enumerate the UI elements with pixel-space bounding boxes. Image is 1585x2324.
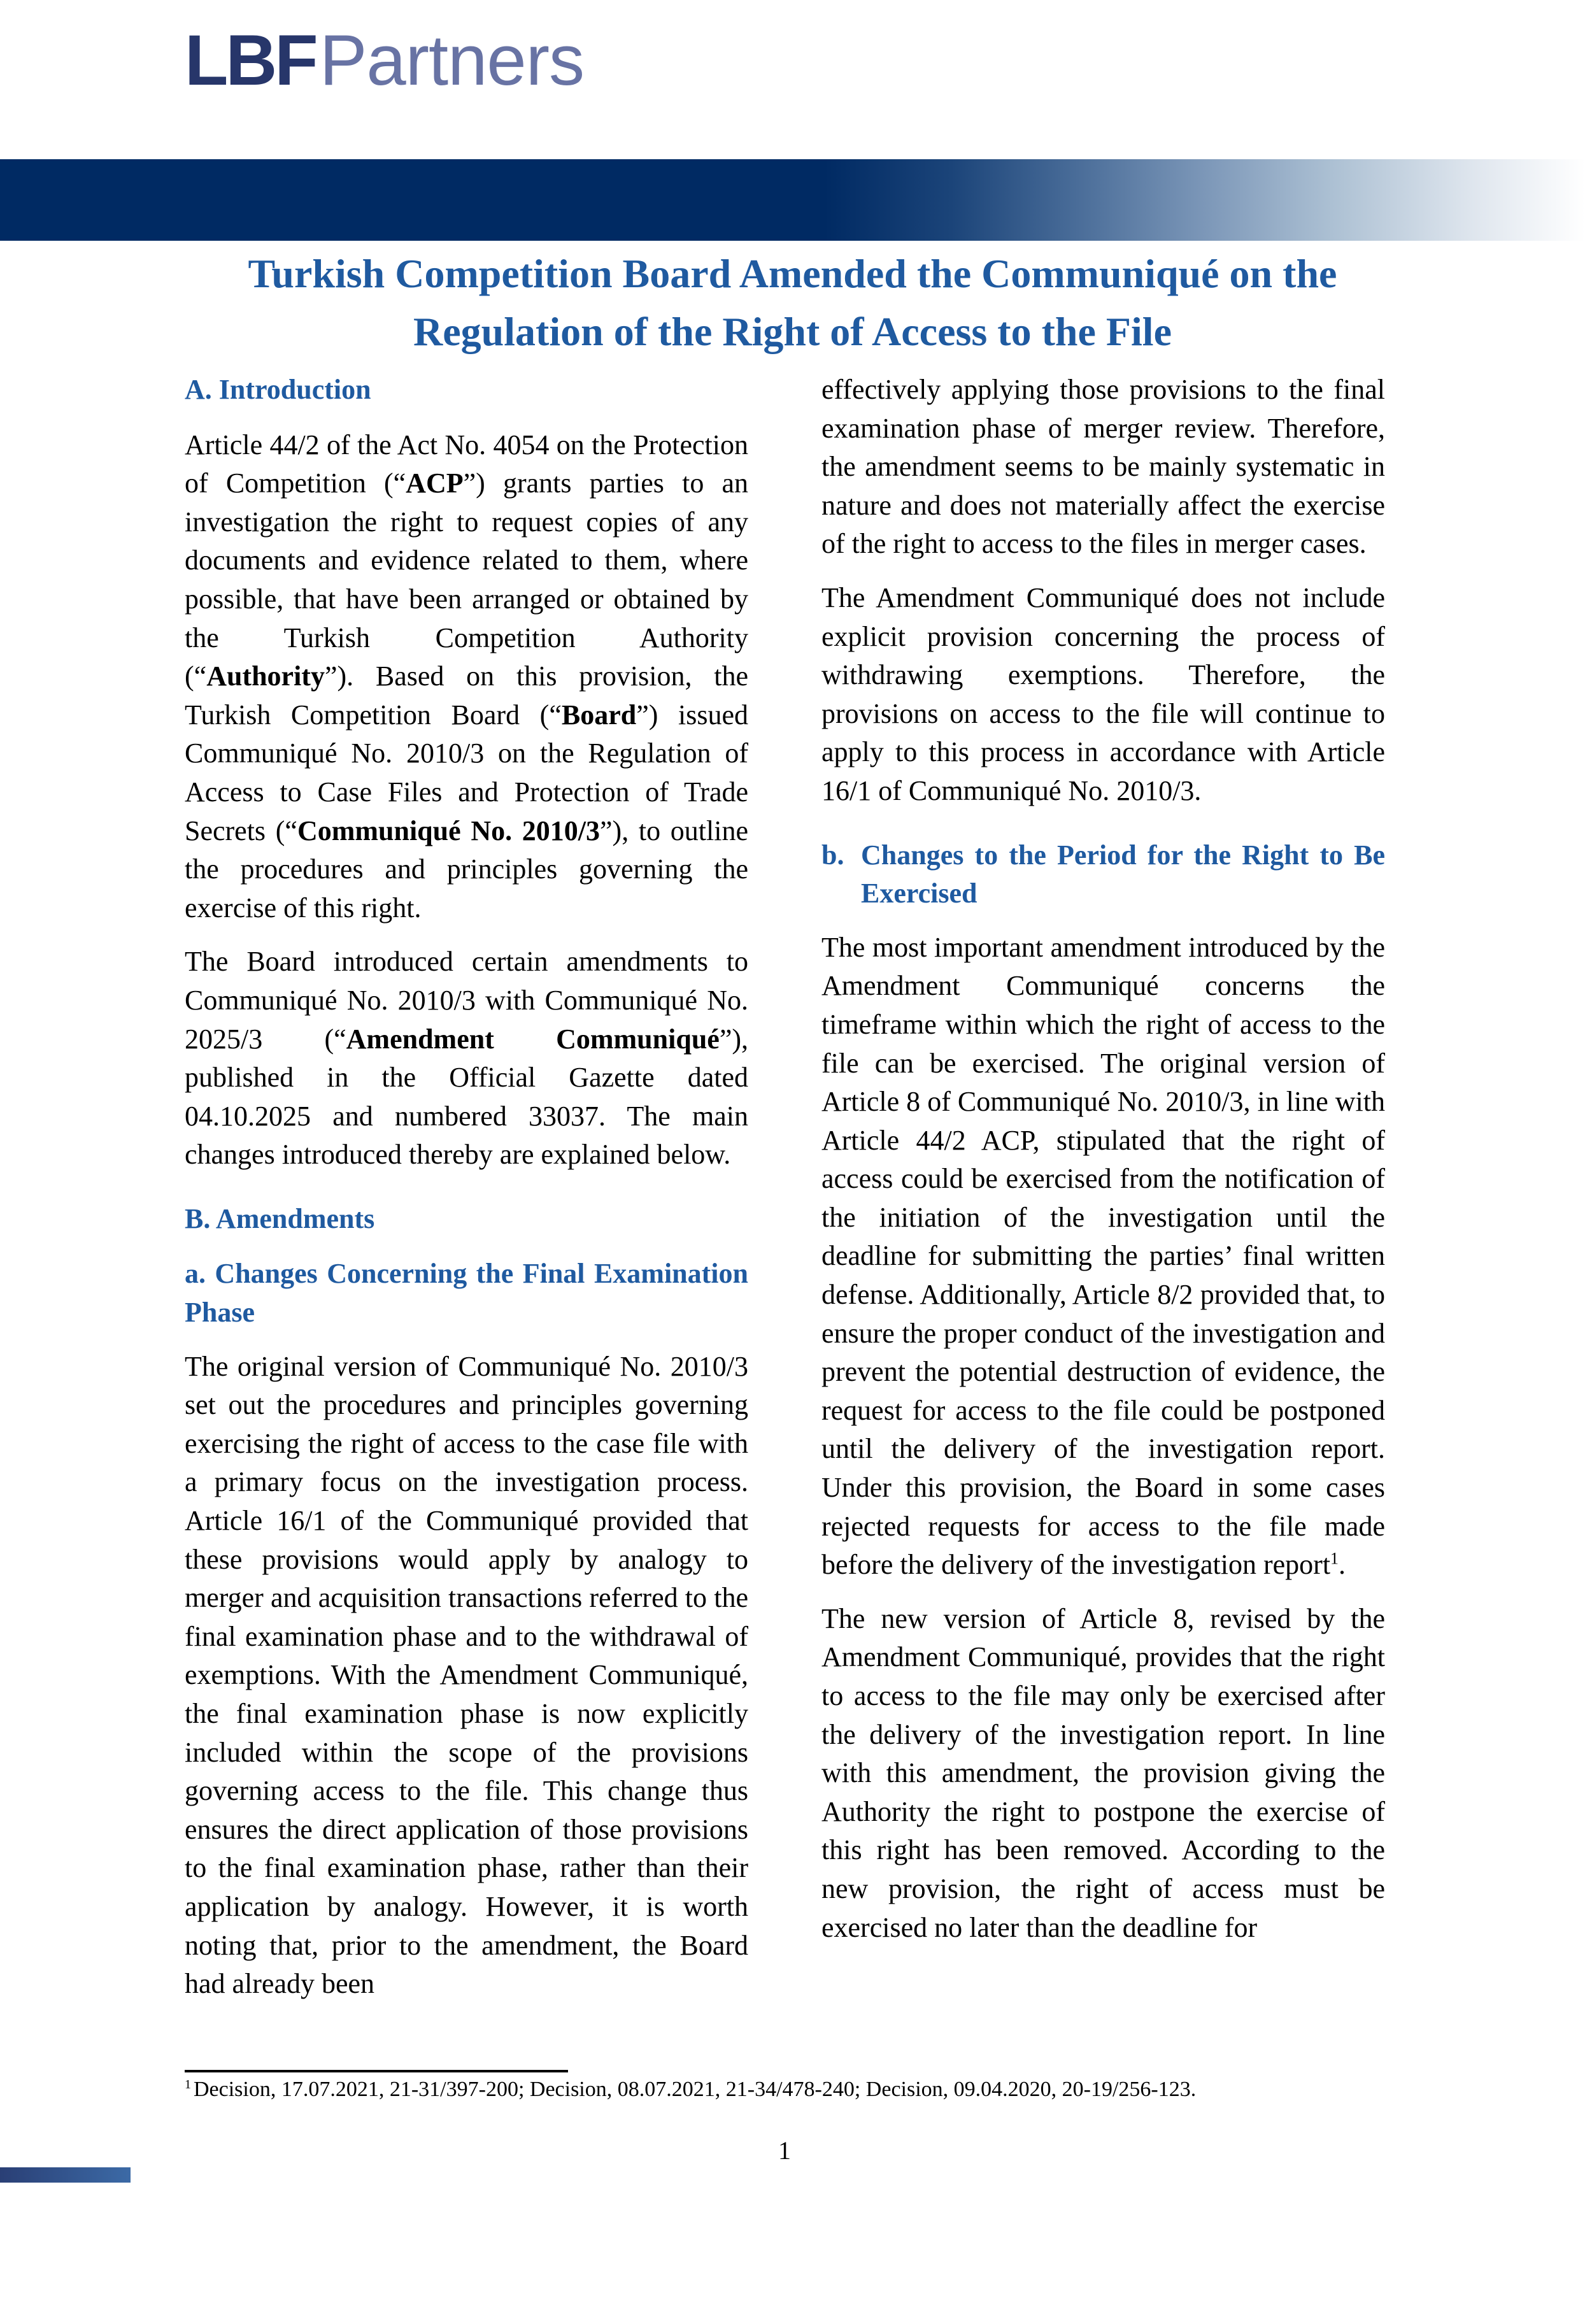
- right-column: [821, 371, 1385, 1962]
- footnote-1: [185, 2075, 1196, 2104]
- defined-term-board: Board: [561, 699, 637, 731]
- defined-term-authority: Authority: [206, 660, 325, 692]
- title-line-1: Turkish Competition Board Amended the Communiqué on the: [248, 251, 1337, 296]
- header-gradient-band: [0, 159, 1585, 241]
- period-paragraph-2: The new version of Article 8, revised by the Amendment Communiqué, provides that the right to access to the file may only be exercised after the delivery of the investigation report. In line with this amendment, the provision giving the Authority the right to postpone the exercise of this right has been removed. According to the new provision, the right of access must be exercised no later than the deadline for: [821, 1602, 1385, 1943]
- intro-paragraph-2: [185, 943, 748, 1174]
- subsection-a-paragraph-1: The original version of Communiqué No. 2010/3 set out the procedures and principles governing exercising the right of access to the case file with a primary focus on the investigation process. Article 16/1 of the Communiqué provided that these provisions would apply by analogy to merger and acquisition transactions referred to the final examination phase and to the withdrawal of exemptions. With the Amendment Communiqué, the final examination phase is now explicitly included within the scope of the provisions governing access to the file. This change thus ensures the direct application of those provisions to the final examination phase, rather than their application by analogy. However, it is worth noting that, prior to the amendment, the Board had already been: [185, 1350, 748, 2000]
- footnote-number: 1: [185, 2077, 191, 2092]
- page-number: 1: [778, 2136, 791, 2165]
- text: .: [1339, 1549, 1346, 1581]
- logo-lbf: LBF: [185, 20, 316, 100]
- text: ”) issued Communiqué No. 2010/3 on the Regulation of Access to Case Files and Protection of Trade Secrets (“: [185, 699, 749, 846]
- logo-partners: Partners: [319, 20, 584, 100]
- withdrawal-paragraph: The Amendment Communiqué does not include explicit provision concerning the process of withdrawing exemptions. Therefore, the provisions on access to the file will continue to apply to this process in accordance with Article 16/1 of Communiqué No. 2010/3.: [821, 581, 1385, 806]
- subsection-heading-a: a. Changes Concerning the Final Examination Phase: [185, 1258, 748, 1329]
- defined-term-communique-2010-3: Communiqué No. 2010/3: [297, 815, 601, 846]
- subsection-b-title: Changes to the Period for the Right to Be Exercised: [861, 839, 1385, 909]
- title-line-2: Regulation of the Right of Access to the File: [413, 309, 1172, 354]
- footnote-text: Decision, 17.07.2021, 21-31/397-200; Decision, 08.07.2021, 21-34/478-240; Decision, 09.04.2020, 20-19/256-123.: [194, 2078, 1197, 2101]
- subsection-heading-b: [821, 836, 1385, 913]
- text: ”) grants parties to an investigation the right to request copies of any documents and evidence related to them, where possible, that have been arranged or obtained by the Turkish Competition Authority (“: [185, 467, 749, 692]
- footnote-separator: [185, 2070, 568, 2072]
- period-paragraph-1: [821, 929, 1385, 1585]
- footnote-reference-1[interactable]: 1: [1330, 1549, 1339, 1568]
- text: ”), to outline the procedures and principles governing the exercise of this right.: [185, 815, 749, 923]
- text: The most important amendment introduced by the Amendment Communiqué concerns the timeframe within which the right of access to the file can be exercised. The original version of Article 8 of Communiqué No. 2010/3, in line with Article 44/2 ACP, stipulated that the right of access could be exercised from the notification of the initiation of the investigation until the deadline for submitting the parties’ final written defense. Additionally, Article 8/2 provided that, to ensure the proper conduct of the investigation and prevent the potential destruction of evidence, the request for access to the file could be postponed until the delivery of the investigation report. Under this provision, the Board in some cases rejected requests for access to the file made before the delivery of the investigation report: [821, 931, 1385, 1581]
- subsection-b-label: b.: [821, 839, 844, 871]
- left-column: [185, 371, 748, 2019]
- section-heading-amendments: B. Amendments: [185, 1202, 375, 1234]
- text: Article 44/2 of the Act No. 4054 on the Protection of Competition (“: [185, 429, 748, 499]
- footer-accent-bar: [0, 2167, 131, 2183]
- intro-paragraph-1: [185, 426, 748, 928]
- text: ”). Based on this provision, the Turkish Competition Board (“: [185, 660, 748, 731]
- defined-term-acp: ACP: [406, 467, 464, 499]
- document-title: [127, 245, 1458, 360]
- text: ”), published in the Official Gazette dated 04.10.2025 and numbered 33037. The main changes introduced thereby are explained below.: [185, 1023, 749, 1171]
- defined-term-amendment-communique: Amendment Communiqué: [346, 1023, 720, 1055]
- section-heading-introduction: A. Introduction: [185, 374, 371, 405]
- lbf-partners-logo: [185, 20, 584, 100]
- continued-paragraph: effectively applying those provisions to the final examination phase of merger review. Therefore, the amendment seems to be mainly systematic in nature and does not materially affect the exercise of the right to access to the files in merger cases.: [821, 374, 1385, 560]
- text: The Board introduced certain amendments to Communiqué No. 2010/3 with Communiqué No. 2025/3 (“: [185, 946, 748, 1055]
